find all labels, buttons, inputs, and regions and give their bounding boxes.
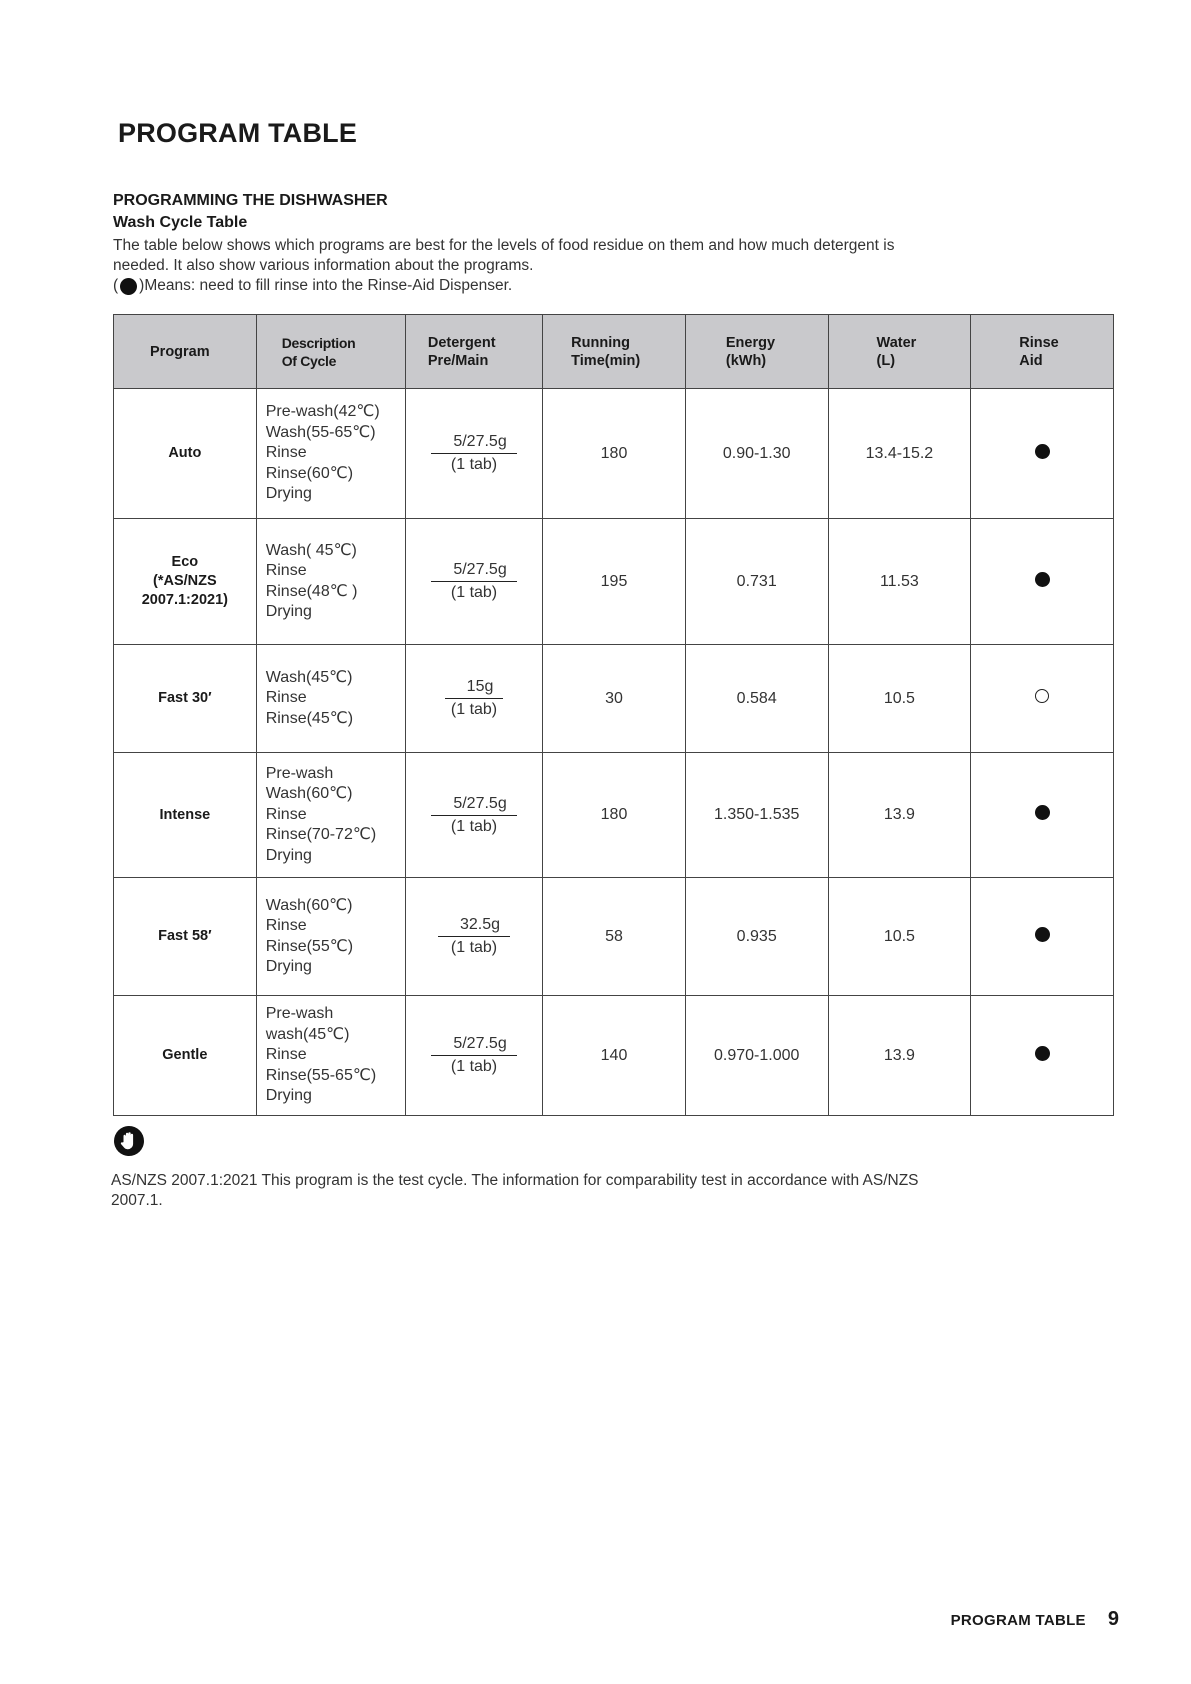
cycle-step: Wash(60℃) [265, 785, 353, 803]
header-description: Description Of Cycle [256, 315, 405, 389]
detergent-tablet: (1 tab) [450, 817, 498, 835]
cycle-description [256, 389, 405, 519]
energy-value: 1.350-1.535 [685, 753, 828, 878]
cycle-step: Drying [265, 603, 312, 620]
table-row [114, 753, 1114, 878]
detergent-dose: 5/27.5g [431, 560, 516, 582]
detergent-fraction [431, 1034, 516, 1077]
legend-text: )Means: need to fill rinse into the Rinse-Aid Dispenser. [139, 277, 513, 294]
detergent-fraction [431, 432, 516, 475]
hand-stop-icon [113, 1125, 145, 1157]
detergent-fraction [438, 915, 510, 958]
program-name-line: Intense [159, 806, 211, 823]
water-value: 11.53 [828, 519, 971, 645]
rinse-aid-cell [971, 389, 1114, 519]
detergent-amount [405, 389, 542, 519]
detergent-tablet: (1 tab) [450, 939, 498, 956]
running-time: 180 [543, 753, 686, 878]
rinse-aid-cell [971, 996, 1114, 1116]
detergent-dose: 5/27.5g [431, 794, 516, 816]
cycle-step: Rinse [265, 562, 307, 579]
header-energy: Energy (kWh) [685, 315, 828, 389]
wash-cycle-table [113, 314, 1114, 1116]
detergent-dose: 15g [445, 677, 504, 699]
cycle-step: Pre-wash(42℃) [265, 403, 380, 421]
rinse-aid-cell [971, 753, 1114, 878]
section-title: PROGRAMMING THE DISHWASHER [113, 192, 388, 209]
detergent-fraction [445, 677, 504, 720]
cycle-step: Wash( 45℃) [265, 541, 357, 559]
detergent-tablet: (1 tab) [450, 456, 498, 473]
cycle-step: Rinse(70-72℃) [265, 826, 377, 844]
program-name [114, 878, 257, 996]
footnote [111, 1171, 1091, 1211]
program-name-line: 2007.1:2021) [141, 592, 228, 608]
energy-value: 0.584 [685, 645, 828, 753]
program-name-line: Eco [171, 554, 199, 570]
energy-value: 0.731 [685, 519, 828, 645]
cycle-description [256, 753, 405, 878]
cycle-step: Rinse [265, 805, 307, 823]
rinse-aid-legend [113, 276, 512, 296]
cycle-step: Drying [265, 1087, 312, 1105]
cycle-step: Rinse [265, 444, 307, 462]
running-time: 140 [543, 996, 686, 1116]
program-name [114, 753, 257, 878]
running-time: 195 [543, 519, 686, 645]
cycle-step: Wash(55-65℃) [265, 423, 376, 441]
program-name-line: Fast 58′ [158, 928, 212, 944]
rinse-aid-cell [971, 878, 1114, 996]
filled-dot-icon [1035, 1046, 1050, 1061]
cycle-step: wash(45℃) [265, 1025, 350, 1043]
filled-dot-icon [1035, 444, 1050, 459]
header-program: Program [114, 315, 257, 389]
cycle-step: Drying [265, 846, 312, 864]
program-name-line: Auto [168, 445, 202, 461]
program-name [114, 519, 257, 645]
footnote-line: 2007.1. [111, 1192, 163, 1209]
program-name [114, 996, 257, 1116]
table-row [114, 645, 1114, 753]
page-number: 9 [1107, 1608, 1119, 1630]
table-row [114, 878, 1114, 996]
detergent-tablet: (1 tab) [450, 1058, 498, 1075]
detergent-tablet: (1 tab) [450, 584, 498, 601]
water-value: 10.5 [828, 645, 971, 753]
page-footer [951, 1608, 1119, 1631]
cycle-step: Wash(60℃) [265, 896, 353, 914]
cycle-description [256, 996, 405, 1116]
sub-title: Wash Cycle Table [113, 214, 248, 231]
energy-value: 0.970-1.000 [685, 996, 828, 1116]
detergent-fraction [431, 560, 516, 603]
rinse-aid-cell [971, 519, 1114, 645]
header-detergent: Detergent Pre/Main [405, 315, 542, 389]
program-name-line: (*AS/NZS [153, 573, 217, 589]
cycle-step: Wash(45℃) [265, 668, 353, 686]
table-header-row [114, 315, 1114, 389]
legend-open: ( [113, 277, 119, 294]
detergent-dose: 32.5g [438, 915, 510, 937]
detergent-dose: 5/27.5g [431, 432, 516, 454]
water-value: 10.5 [828, 878, 971, 996]
cycle-step: Rinse [265, 917, 307, 934]
running-time: 30 [543, 645, 686, 753]
table-row [114, 389, 1114, 519]
water-value: 13.4-15.2 [828, 389, 971, 519]
running-time: 180 [543, 389, 686, 519]
filled-dot-icon [1035, 927, 1050, 942]
detergent-tablet: (1 tab) [450, 701, 498, 718]
footnote-line: AS/NZS 2007.1:2021 This program is the test cycle. The information for comparability test in accordance with AS/NZS [111, 1172, 919, 1189]
detergent-dose: 5/27.5g [431, 1034, 516, 1056]
program-name [114, 389, 257, 519]
header-water: Water (L) [828, 315, 971, 389]
cycle-description [256, 878, 405, 996]
cycle-step: Rinse(55℃) [265, 937, 354, 955]
header-running-time: Running Time(min) [543, 315, 686, 389]
cycle-step: Rinse(48℃ ) [265, 582, 358, 600]
filled-dot-icon [1035, 805, 1050, 820]
cycle-step: Rinse [265, 689, 307, 707]
water-value: 13.9 [828, 753, 971, 878]
table-row [114, 996, 1114, 1116]
detergent-amount [405, 519, 542, 645]
intro-text [113, 236, 1073, 276]
energy-value: 0.90-1.30 [685, 389, 828, 519]
cycle-description [256, 645, 405, 753]
page-title: PROGRAM TABLE [118, 118, 358, 148]
cycle-step: Rinse(60℃) [265, 464, 354, 482]
header-rinse-aid: Rinse Aid [971, 315, 1114, 389]
program-name-line: Gentle [162, 1047, 208, 1063]
energy-value: 0.935 [685, 878, 828, 996]
program-name [114, 645, 257, 753]
intro-line: The table below shows which programs are best for the levels of food residue on them and how much detergent is [113, 237, 895, 254]
cycle-step: Pre-wash [265, 764, 334, 782]
program-name-line: Fast 30′ [158, 690, 212, 706]
filled-dot-icon [1035, 572, 1050, 587]
table-row [114, 519, 1114, 645]
cycle-step: Pre-wash [265, 1005, 334, 1023]
empty-circle-icon [1035, 689, 1049, 703]
detergent-amount [405, 996, 542, 1116]
detergent-fraction [431, 794, 516, 837]
running-time: 58 [543, 878, 686, 996]
filled-dot-icon [120, 278, 137, 295]
detergent-amount [405, 878, 542, 996]
cycle-step: Drying [265, 958, 312, 975]
rinse-aid-cell [971, 645, 1114, 753]
cycle-description [256, 519, 405, 645]
cycle-step: Rinse(55-65℃) [265, 1066, 377, 1084]
footer-title: PROGRAM TABLE [950, 1612, 1086, 1629]
cycle-step: Drying [265, 485, 312, 503]
cycle-step: Rinse(45℃) [265, 709, 354, 727]
water-value: 13.9 [828, 996, 971, 1116]
intro-line: needed. It also show various information about the programs. [113, 257, 534, 274]
detergent-amount [405, 753, 542, 878]
detergent-amount [405, 645, 542, 753]
cycle-step: Rinse [265, 1046, 307, 1064]
